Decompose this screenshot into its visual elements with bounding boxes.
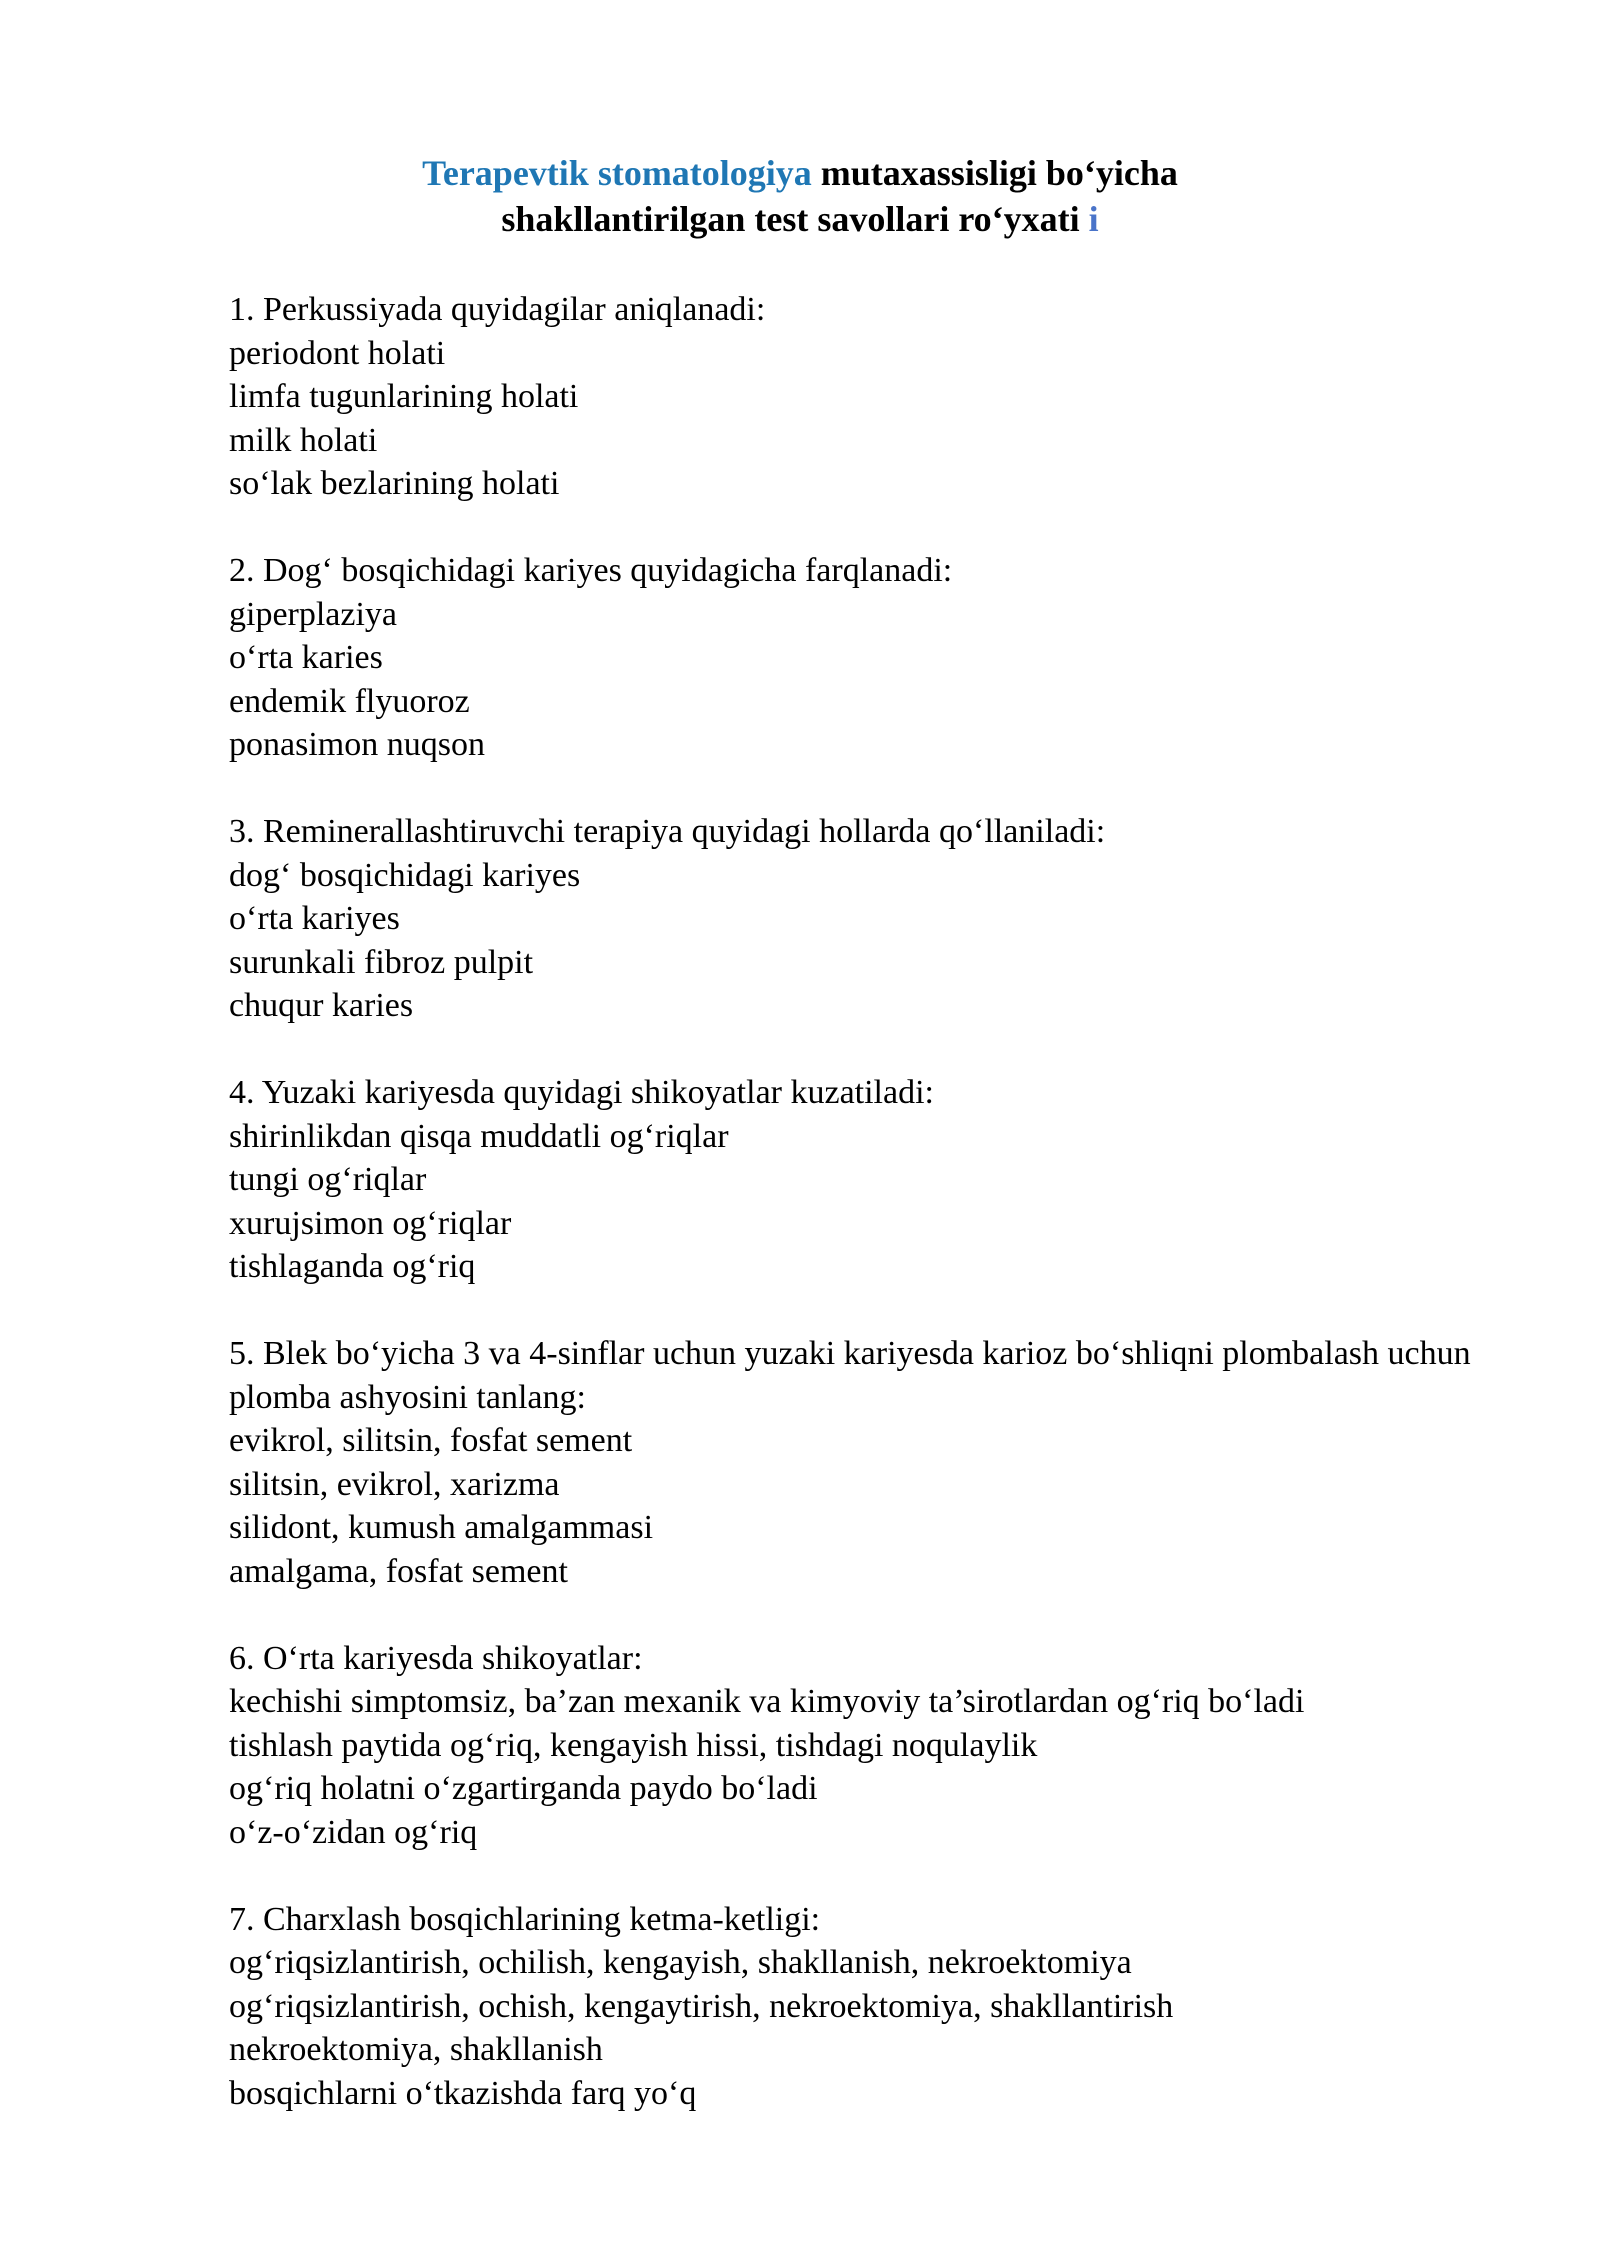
answer-option: limfa tugunlarining holati <box>229 378 579 415</box>
answer-option: tishlaganda og‘riq <box>229 1248 476 1285</box>
question-text: 4. Yuzaki kariyesda quyidagi shikoyatlar kuzatiladi: <box>229 1074 934 1111</box>
title-line-2 <box>0 196 1600 242</box>
answer-option: kechishi simptomsiz, ba’zan mexanik va kimyoviy ta’sirotlardan og‘riq bo‘ladi <box>229 1683 1305 1720</box>
question-6 <box>229 1637 1529 1855</box>
answer-option: ponasimon nuqson <box>229 726 485 763</box>
answer-option: so‘lak bezlarining holati <box>229 465 560 502</box>
question-3 <box>229 810 1529 1028</box>
answer-option: shirinlikdan qisqa muddatli og‘riqlar <box>229 1117 729 1155</box>
answer-option: o‘rta kariyes <box>229 900 400 937</box>
answer-option: xurujsimon og‘riqlar <box>229 1204 512 1242</box>
title-line-2-text: shakllantirilgan test savollari ro‘yxati <box>501 199 1080 239</box>
question-2 <box>229 549 1529 767</box>
answer-option: tungi og‘riqlar <box>229 1161 427 1198</box>
question-7 <box>229 1898 1529 2116</box>
answer-option: chuqur karies <box>229 987 414 1024</box>
answer-option: silidont, kumush amalgammasi <box>229 1509 654 1546</box>
question-text: 3. Reminerallashtiruvchi terapiya quyidagi hollarda qo‘llaniladi: <box>229 813 1106 850</box>
question-1 <box>229 288 1529 506</box>
answer-option: dog‘ bosqichidagi kariyes <box>229 856 581 894</box>
answer-option: silitsin, evikrol, xarizma <box>229 1465 560 1503</box>
answer-option: tishlash paytida og‘riq, kengayish hissi, tishdagi noqulaylik <box>229 1726 1038 1764</box>
question-text: 6. O‘rta kariyesda shikoyatlar: <box>229 1639 643 1677</box>
title-line-1-rest: mutaxassisligi bo‘yicha <box>811 153 1178 193</box>
title-specialty: Terapevtik stomatologiya <box>422 153 812 193</box>
question-text: 1. Perkussiyada quyidagilar aniqlanadi: <box>229 291 766 328</box>
answer-option: surunkali fibroz pulpit <box>229 943 534 981</box>
answer-option: nekroektomiya, shakllanish <box>229 2031 603 2068</box>
answer-option: amalgama, fosfat sement <box>229 1552 568 1590</box>
question-text: 7. Charxlash bosqichlarining ketma-ketligi: <box>229 1900 821 1938</box>
question-text: 2. Dog‘ bosqichidagi kariyes quyidagicha farqlanadi: <box>229 552 953 589</box>
answer-option: og‘riqsizlantirish, ochilish, kengayish, shakllanish, nekroektomiya <box>229 1944 1132 1981</box>
answer-option: o‘rta karies <box>229 639 383 676</box>
answer-option: periodont holati <box>229 334 446 372</box>
answer-option: bosqichlarni o‘tkazishda farq yo‘q <box>229 2074 697 2112</box>
question-5 <box>229 1332 1529 1593</box>
answer-option: endemik flyuoroz <box>229 682 470 720</box>
question-4 <box>229 1071 1529 1289</box>
question-list <box>229 288 1529 2159</box>
answer-option: og‘riqsizlantirish, ochish, kengaytirish, nekroektomiya, shakllantirish <box>229 1987 1174 2025</box>
answer-option: o‘z-o‘zidan og‘riq <box>229 1813 478 1851</box>
question-text: 5. Blek bo‘yicha 3 va 4-sinflar uchun yuzaki kariyesda karioz bo‘shliqni plombalash uchun plomba ashyosini tanlang: <box>229 1335 1480 1416</box>
answer-option: evikrol, silitsin, fosfat sement <box>229 1422 633 1459</box>
title-line-1 <box>0 150 1600 196</box>
document-title <box>0 150 1600 242</box>
title-footnote-marker: i <box>1088 199 1099 239</box>
answer-option: giperplaziya <box>229 595 398 633</box>
answer-option: og‘riq holatni o‘zgartirganda paydo bo‘ladi <box>229 1770 818 1807</box>
answer-option: milk holati <box>229 421 378 459</box>
